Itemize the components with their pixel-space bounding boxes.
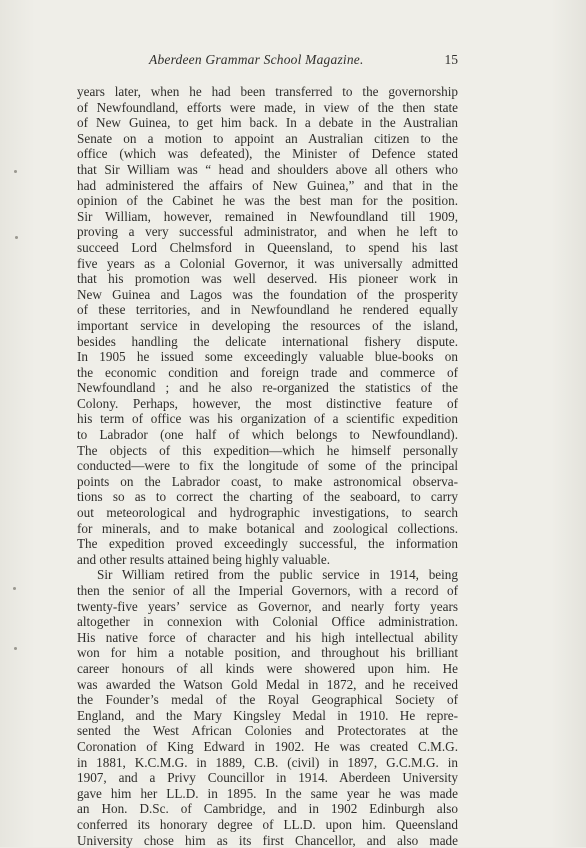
- text-line: Sir William, however, remained in Newfoundland till 1909,: [77, 209, 458, 225]
- paper-speck: [14, 170, 17, 173]
- text-line: then the senior of all the Imperial Governors, with a record of: [77, 583, 458, 599]
- text-line: altogether in connexion with Colonial Office administration.: [77, 614, 458, 630]
- paper-speck: [14, 647, 17, 650]
- text-line: succeed Lord Chelmsford in Queensland, to spend his last: [77, 240, 458, 256]
- text-line: Colony. Perhaps, however, the most distinctive feature of: [77, 396, 458, 412]
- text-line: In 1905 he issued some exceedingly valuable blue-books on: [77, 349, 458, 365]
- text-line: was awarded the Watson Gold Medal in 1872, and he received: [77, 677, 458, 693]
- text-line: that his promotion was well deserved. His pioneer work in: [77, 271, 458, 287]
- text-line: five years as a Colonial Governor, it was universally admitted: [77, 256, 458, 272]
- text-line: an Hon. D.Sc. of Cambridge, and in 1902 Edinburgh also: [77, 801, 458, 817]
- text-line: Newfoundland ; and he also re-organized the statistics of the: [77, 380, 458, 396]
- text-line: years later, when he had been transferred to the governorship: [77, 84, 458, 100]
- text-line: out meteorological and hydrographic investigations, to search: [77, 505, 458, 521]
- running-header: [75, 52, 458, 72]
- text-line: career honours of all kinds were showered upon him. He: [77, 661, 458, 677]
- paragraph-last-line: and other results attained being highly valuable.: [77, 552, 458, 568]
- text-line: The objects of this expedition—which he himself personally: [77, 443, 458, 459]
- text-line: conferred its honorary degree of LL.D. upon him. Queensland: [77, 817, 458, 833]
- text-line: proving a very successful administrator, and when he left to: [77, 224, 458, 240]
- text-line: The expedition proved exceedingly successful, the information: [77, 536, 458, 552]
- text-line: His native force of character and his high intellectual ability: [77, 630, 458, 646]
- text-line: had administered the affairs of New Guinea,” and that in the: [77, 178, 458, 194]
- text-line: in 1881, K.C.M.G. in 1889, C.B. (civil) in 1897, G.C.M.G. in: [77, 755, 458, 771]
- text-line: University chose him as its first Chancellor, and also made: [77, 833, 458, 848]
- text-line: office (which was defeated), the Minister of Defence stated: [77, 146, 458, 162]
- magazine-title: Aberdeen Grammar School Magazine.: [149, 52, 364, 68]
- text-line: his term of office was his organization of a scientific expedition: [77, 411, 458, 427]
- text-line: important service in developing the resources of the island,: [77, 318, 458, 334]
- text-line: Senate on a motion to appoint an Australian citizen to the: [77, 131, 458, 147]
- text-line: besides handling the delicate international fishery dispute.: [77, 334, 458, 350]
- text-line: of New Guinea, to get him back. In a debate in the Australian: [77, 115, 458, 131]
- text-line: opinion of the Cabinet he was the best man for the position.: [77, 193, 458, 209]
- text-line: the economic condition and foreign trade and commerce of: [77, 365, 458, 381]
- article-body: [77, 84, 458, 848]
- text-line: for minerals, and to make botanical and zoological collections.: [77, 521, 458, 537]
- text-line: gave him her LL.D. in 1895. In the same year he was made: [77, 786, 458, 802]
- text-line: to Labrador (one half of which belongs to Newfoundland).: [77, 427, 458, 443]
- text-line: sented the West African Colonies and Protectorates at the: [77, 723, 458, 739]
- text-line: Coronation of King Edward in 1902. He was created C.M.G.: [77, 739, 458, 755]
- text-line: New Guinea and Lagos was the foundation of the prosperity: [77, 287, 458, 303]
- paragraph-first-line: Sir William retired from the public service in 1914, being: [77, 567, 458, 583]
- text-line: of Newfoundland, efforts were made, in view of the then state: [77, 100, 458, 116]
- page-number: 15: [445, 52, 459, 68]
- text-line: of these territories, and in Newfoundland he rendered equally: [77, 302, 458, 318]
- text-line: won for him a notable position, and throughout his brilliant: [77, 645, 458, 661]
- text-line: points on the Labrador coast, to make astronomical observa-: [77, 474, 458, 490]
- text-line: tions so as to correct the charting of the seaboard, to carry: [77, 489, 458, 505]
- text-line: 1907, and a Privy Councillor in 1914. Aberdeen University: [77, 770, 458, 786]
- paper-speck: [15, 236, 18, 239]
- text-line: England, and the Mary Kingsley Medal in 1910. He repre-: [77, 708, 458, 724]
- text-line: twenty-five years’ service as Governor, and nearly forty years: [77, 599, 458, 615]
- text-line: conducted—were to fix the longitude of some of the principal: [77, 458, 458, 474]
- paper-speck: [13, 587, 16, 590]
- text-line: the Founder’s medal of the Royal Geographical Society of: [77, 692, 458, 708]
- text-line: that Sir William was “ head and shoulders above all others who: [77, 162, 458, 178]
